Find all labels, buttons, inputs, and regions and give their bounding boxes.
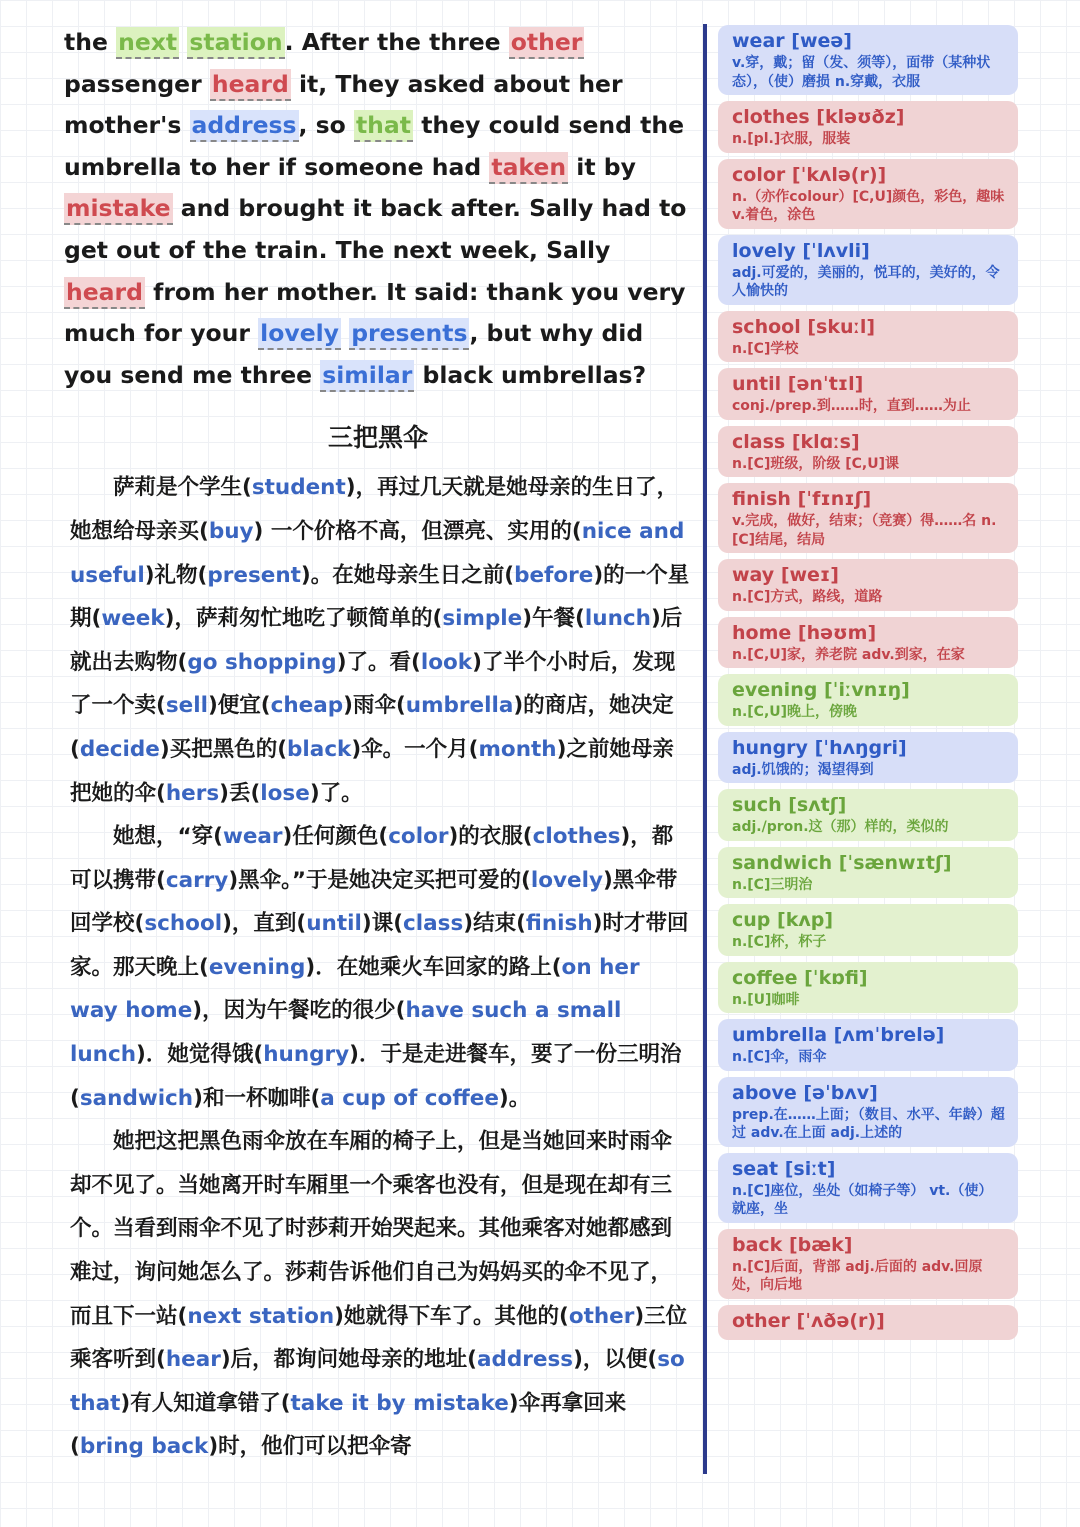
story-text: )，都可以携带( [70,824,674,893]
story-text: )结束( [463,911,526,937]
vocab-phonetic: [bæk] [788,1233,853,1256]
keyword: wear [222,824,283,850]
keyword: lose [260,780,310,806]
vocab-phonetic: [sʌtʃ] [788,794,847,816]
vocab-head [732,429,1006,455]
story-text: )雨伞( [343,693,406,719]
keyword: week [101,606,165,632]
vocab-card-color [718,159,1018,229]
vocab-word: other [732,1309,790,1332]
keyword: bring back [79,1434,209,1460]
vocab-definition: n.[C,U]家，养老院 adv.到家，在家 [732,646,965,663]
vocab-phonetic: [kləʊðz] [816,106,905,128]
vocab-word: back [732,1233,783,1256]
vocab-card-above [718,1077,1018,1147]
vocab-word: such [732,794,782,816]
story-text: )伞。一个月( [351,736,479,762]
vocab-definition: prep.在……上面；（数目、水平、年龄）超过 adv.在上面 adj.上述的 [732,1106,1005,1141]
keyword: next station [187,1303,335,1329]
chinese-paragraph [70,466,692,815]
vocab-definition: adj.饥饿的；渴望得到 [732,761,874,778]
story-text: 她想，“穿( [113,824,223,850]
vocab-phonetic: [ʌmˈbrelə] [833,1024,945,1046]
story-text: )便宜( [207,693,271,719]
vocab-word: sandwich [732,851,833,874]
vocab-definition: conj./prep.到……时，直到……为止 [732,398,971,414]
vocab-card-coffee [718,962,1018,1014]
story-text: )了半个小时后，发现了一个卖( [70,649,676,719]
vocab-phonetic: [klɑːs] [791,430,860,453]
story-text: it, They asked about her mother's [64,69,623,140]
vocab-card-hungry [718,732,1018,784]
keyword: cheap [270,693,344,719]
story-text: )，再过几天就是她母亲的生日了，她想给母亲买( [70,475,679,544]
story-text: )任何颜色( [282,824,389,850]
story-text: 她把这把黑色雨伞放在车厢的椅子上，但是当她回来时雨伞却不见了。当她离开时车厢里一个乘客也没有，但是现在却有三个。当看到雨伞不见了时莎莉开始哭起来。其他乘客对她都感到难过，询问她怎么了。莎莉告诉他们自己为妈妈买的伞不见了，而且下一站( [70,1129,673,1329]
vocab-word: way [732,564,775,586]
vocab-definition: n.[C,U]晚上，傍晚 [732,704,858,720]
keyword: go shopping [187,649,337,675]
story-text: )之前她母亲把她的伞( [70,736,674,806]
vocab-phonetic: [ˈfɪnɪʃ] [797,488,872,510]
chinese-story [64,466,692,1469]
story-text: )买把黑色的( [159,736,288,762]
vocab-phonetic: [ˈhʌŋgri] [814,736,907,759]
vocab-head [732,792,1006,818]
vocab-definition: n.[C]学校 [732,340,799,357]
vocab-card-lovely [718,235,1018,305]
vocab-head [732,1080,1006,1106]
story-text: )，以便( [573,1347,658,1373]
vocab-card-home [718,617,1018,669]
story-text: )有人知道拿错了( [120,1390,291,1416]
vocab-head [732,907,1006,933]
vocab-word: class [732,430,786,453]
vocab-head [732,104,1006,130]
vocab-head [732,238,1006,264]
vocab-definition: n.[C]杯，杯子 [732,934,827,950]
vocab-card-umbrella [718,1019,1018,1071]
highlighted-word: lovely [258,318,341,350]
vocab-card-class [718,426,1018,478]
story-text: )和一杯咖啡( [193,1085,321,1111]
vocab-head [732,965,1006,991]
story-text: )。在她母亲生日之前( [300,562,515,588]
vocab-card-such [718,789,1018,841]
story-text: )黑伞带回学校( [70,867,678,937]
keyword: present [207,562,301,588]
vocab-phonetic: [əˈbʌv] [803,1081,878,1104]
vocab-definition: n.[C]座位，坐处（如椅子等） vt.（使）就座，坐 [732,1182,993,1217]
keyword: look [420,649,473,675]
keyword: hers [165,780,220,806]
story-text: 萨莉是个学生( [113,475,252,501]
story-text: )伞再拿回来( [70,1390,627,1460]
highlighted-word: station [187,27,284,59]
vocab-card-finish [718,483,1018,553]
story-text: next week, Sally [392,235,611,264]
vocab-word: cup [732,909,771,931]
keyword: school [144,911,223,937]
column-divider [703,24,707,1474]
vocab-word: school [732,315,801,338]
keyword: lunch [584,606,651,632]
vocab-word: finish [732,488,791,510]
keyword: hungry [263,1042,350,1068]
story-text: back after. Sally had to get out of the train. The [64,194,687,264]
vocab-word: umbrella [732,1024,828,1046]
vocab-card-clothes [718,101,1018,153]
story-text: passenger [64,69,210,98]
vocab-phonetic: [ˈʌðə(r)] [796,1309,885,1332]
highlighted-word: heard [210,69,291,101]
story-text: , but [469,319,540,348]
highlighted-word: next [116,27,179,59]
vocab-definition: n.[U]咖啡 [732,991,800,1008]
story-text: )三位乘客听到( [70,1303,688,1373]
vocab-definition: n.[C]三明治 [732,876,813,893]
story-text: )．于是走进餐车，要了一份三明治( [70,1042,682,1111]
story-text: )。 [498,1085,531,1111]
keyword: address [476,1347,574,1373]
vocab-phonetic: [ˈkʌlə(r)] [791,163,887,186]
story-text: )课( [361,911,404,937]
vocab-phonetic: [skuːl] [807,315,876,338]
vocab-definition: n.[C]伞，雨伞 [732,1049,827,1065]
vocab-word: seat [732,1157,779,1180]
story-text: . After the three [284,28,509,56]
vocab-word: hungry [732,736,808,759]
vocab-phonetic: [ˈkɒfi] [804,966,868,989]
vocab-head [732,486,1006,512]
story-text [179,28,187,56]
keyword: month [478,736,557,762]
keyword: sandwich [79,1085,194,1111]
highlighted-word: other [509,27,585,59]
vocab-definition: v.穿，戴；留（发、须等），面带（某种状态），（使）磨损 n.穿戴，衣服 [732,55,991,90]
vocab-phonetic: [weə] [791,30,852,52]
vocab-head [732,1308,1006,1334]
story-text: )了。 [309,780,363,806]
keyword: buy [208,518,254,544]
vocab-card-seat [718,1153,1018,1223]
vocab-head [732,1022,1006,1048]
story-text: )，萨莉匆忙地吃了顿简单的( [164,606,443,632]
vocab-card-back [718,1229,1018,1299]
keyword: so that [70,1347,685,1416]
story-text: )时才带回家。那天晚上( [70,911,689,980]
keyword: color [388,824,449,850]
vocab-word: lovely [732,239,796,262]
vocab-phonetic: [ˈlʌvli] [802,239,870,262]
highlighted-word: heard [64,277,145,309]
keyword: simple [442,606,523,632]
chinese-title: 三把黑伞 [327,423,428,453]
story-text: umbrellas? [501,360,647,389]
highlighted-word: mistake [64,193,173,225]
vocab-head [732,162,1006,188]
keyword: lovely [530,867,603,893]
vocab-phonetic: [kʌp] [777,909,834,931]
vocab-word: clothes [732,106,810,128]
vocab-definition: adj./pron.这（那）样的，类似的 [732,819,949,835]
story-text: )后，都询问她母亲的地址( [220,1347,477,1373]
vocab-phonetic: [ənˈtɪl] [787,373,864,395]
vocab-card-way [718,559,1018,611]
vocab-word: color [732,163,786,186]
vocab-definition: n.[pl.]衣服，服装 [732,131,851,147]
vocab-head [732,371,1006,397]
vocab-head [732,677,1006,703]
keyword: sell [165,693,208,719]
keyword: decide [79,736,160,762]
vocab-phonetic: [siːt] [784,1157,836,1180]
story-column [64,22,692,1469]
chinese-paragraph [70,1120,692,1469]
highlighted-word: presents [349,318,469,350]
keyword: carry [165,867,229,893]
story-text: )的一个星期( [70,562,690,632]
vocab-head [732,28,1006,54]
story-text: black [414,360,502,389]
story-text: why did you send me three [64,319,644,389]
story-text: )，直到( [222,911,307,937]
keyword: have such a small lunch [70,998,622,1068]
story-text: )了。看( [336,649,421,675]
vocab-card-evening [718,674,1018,726]
vocab-definition: v.完成，做好，结束；（竞赛）得……名 n.[C]结尾，结局 [732,513,997,548]
vocab-card-sandwich [718,847,1018,899]
story-text: they could send the umbrella to her if [64,111,685,181]
vocab-head [732,1156,1006,1182]
vocab-word: above [732,1081,797,1104]
story-text: , [298,111,316,140]
keyword: nice and useful [70,518,685,588]
keyword: black [287,736,352,762]
keyword: student [251,475,346,501]
keyword: take it by mistake [290,1390,509,1416]
vocab-phonetic: [weɪ] [780,564,839,586]
story-text: so [315,111,354,140]
vocabulary-list [718,25,1018,1346]
story-text: ) 一个价格不高，但漂亮、实用的( [253,518,582,544]
keyword: on her way home [70,954,640,1024]
vocab-word: coffee [732,966,798,989]
keyword: class [403,911,464,937]
story-text: )后就出去购物( [70,606,683,675]
story-text: )礼物( [144,562,208,588]
vocab-card-wear [718,25,1018,95]
story-text: )．在她乘火车回家的路上( [305,954,562,980]
vocab-definition: n.[C]后面，背部 adj.后面的 adv.回原处，向后地 [732,1258,983,1293]
vocab-phonetic: [ˈsænwɪtʃ] [838,851,952,874]
vocab-word: home [732,621,792,644]
vocab-definition: n.[C]班级，阶级 [C,U]课 [732,455,899,472]
vocab-card-other [718,1305,1018,1340]
vocab-word: wear [732,30,785,52]
highlighted-word: similar [320,360,414,392]
english-story [64,22,692,396]
vocab-head [732,562,1006,588]
vocab-head [732,620,1006,646]
story-text: thank you very much for your [64,277,686,348]
story-text: )的衣服( [448,824,533,850]
story-text: )午餐( [522,606,585,632]
story-text: from her mother. It said: [144,277,487,306]
keyword: finish [525,911,593,937]
vocab-head [732,850,1006,876]
keyword: before [514,562,594,588]
chinese-paragraph [70,815,692,1120]
story-text: and brought it [172,194,381,223]
keyword: hear [165,1347,221,1373]
vocab-definition: n.（亦作colour）[C,U]颜色，彩色，趣味 v.着色，涂色 [732,188,1005,223]
vocab-head [732,735,1006,761]
story-text: )丢( [219,780,261,806]
highlighted-word: taken [489,152,568,184]
keyword: other [568,1303,635,1329]
story-text: )时，他们可以把伞寄 [208,1434,412,1460]
vocab-word: evening [732,679,818,701]
story-text: )的商店，她决定( [70,693,674,762]
vocab-card-school [718,311,1018,363]
keyword: clothes [532,824,621,850]
story-text [341,319,349,347]
vocab-phonetic: [həʊm] [797,621,877,644]
story-text: )黑伞。”于是她决定买把可爱的( [228,867,531,893]
highlighted-word: address [190,110,299,142]
story-text: )，因为午餐吃的很少( [192,998,406,1024]
keyword: evening [208,954,306,980]
vocab-card-until [718,368,1018,420]
highlighted-word: that [354,110,413,142]
story-text: )．她觉得饿( [136,1042,264,1068]
vocab-word: until [732,373,782,395]
vocab-head [732,314,1006,340]
keyword: umbrella [405,693,514,719]
keyword: a cup of coffee [320,1085,499,1111]
story-text: someone had [304,152,490,181]
vocab-card-cup [718,904,1018,956]
vocab-definition: adj.可爱的，美丽的，悦耳的，美好的，令人愉快的 [732,264,1000,299]
story-text: )她就得下车了。其他的( [334,1303,569,1329]
story-text: the [64,28,117,56]
vocab-definition: n.[C]方式，路线，道路 [732,589,883,605]
keyword: until [306,911,362,937]
vocab-head [732,1232,1006,1258]
story-text: it by [568,152,636,181]
vocab-phonetic: [ˈiːvnɪŋ] [823,679,910,701]
